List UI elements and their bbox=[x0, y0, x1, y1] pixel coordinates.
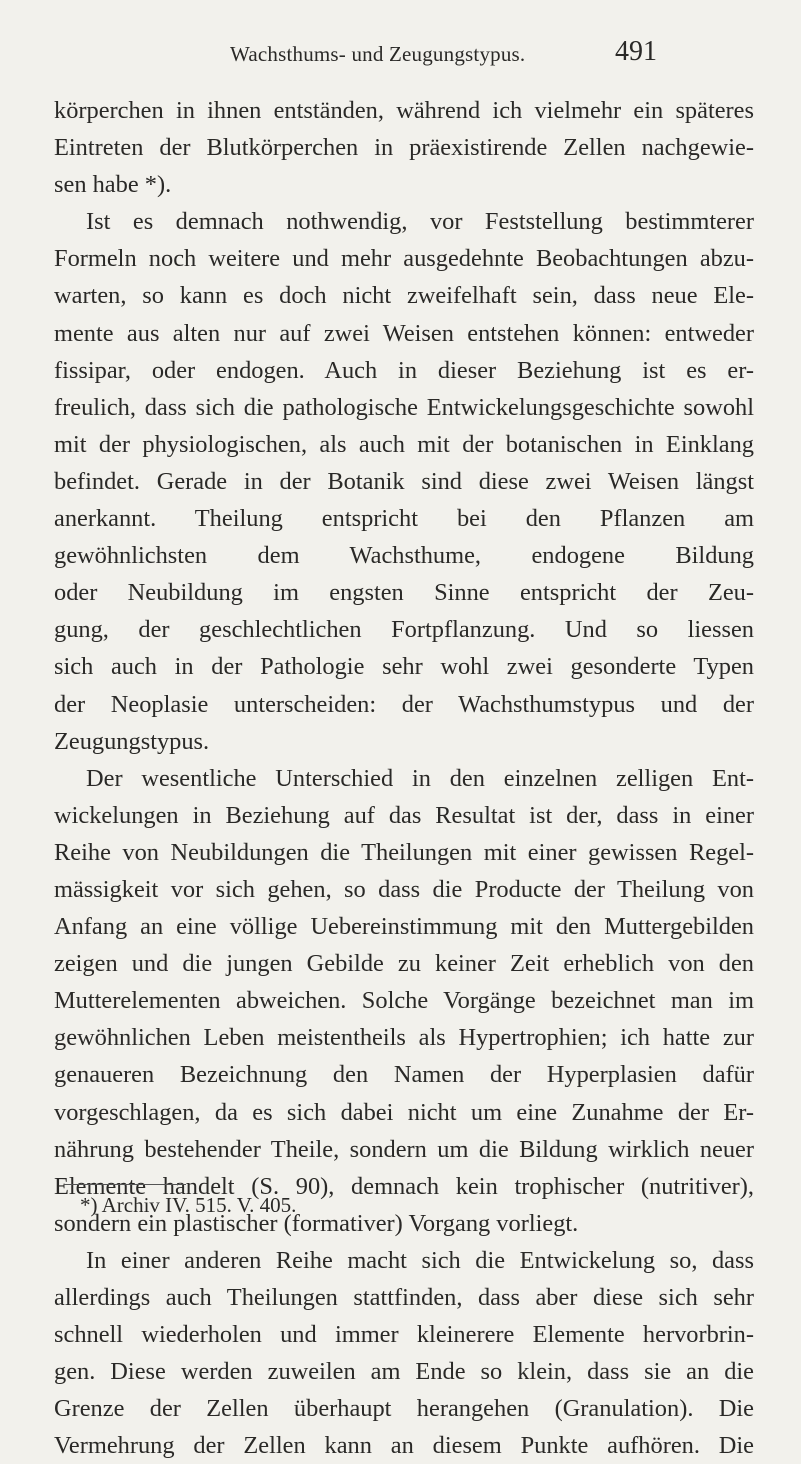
text-line: Reihe von Neubildungen die Theilungen mit einer gewissen Regel- bbox=[54, 838, 754, 866]
text-line: der Neoplasie unterscheiden: der Wachsthumstypus und der bbox=[54, 690, 754, 718]
text-line: Ist es demnach nothwendig, vor Feststellung bestimmterer bbox=[86, 208, 754, 236]
text-line: gung, der geschlechtlichen Fortpflanzung. Und so liessen bbox=[54, 616, 754, 644]
text-line: sondern ein plastischer (formativer) Vorgang vorliegt. bbox=[54, 1209, 579, 1237]
text-line: fissipar, oder endogen. Auch in dieser Beziehung ist es er- bbox=[54, 356, 754, 384]
text-line: schnell wiederholen und immer kleinerere Elemente hervorbrin- bbox=[54, 1321, 754, 1349]
text-line: vorgeschlagen, da es sich dabei nicht um eine Zunahme der Er- bbox=[54, 1098, 754, 1126]
text-line: Eintreten der Blutkörperchen in präexistirende Zellen nachgewie- bbox=[54, 134, 754, 162]
text-line: freulich, dass sich die pathologische Entwickelungsgeschichte sowohl bbox=[54, 393, 754, 421]
footnote-rule bbox=[64, 1184, 186, 1185]
footnote: *) Archiv IV. 515. V. 405. bbox=[80, 1193, 297, 1217]
text-line: Formeln noch weitere und mehr ausgedehnte Beobachtungen abzu- bbox=[54, 245, 754, 273]
text-line: warten, so kann es doch nicht zweifelhaft sein, dass neue Ele- bbox=[54, 282, 754, 310]
text-line: wickelungen in Beziehung auf das Resultat ist der, dass in einer bbox=[54, 801, 754, 829]
text-line: Der wesentliche Unterschied in den einzelnen zelligen Ent- bbox=[86, 764, 754, 792]
text-line: gen. Diese werden zuweilen am Ende so klein, dass sie an die bbox=[54, 1358, 754, 1386]
text-line: gewöhnlichen Leben meistentheils als Hypertrophien; ich hatte zur bbox=[54, 1024, 754, 1052]
text-line: oder Neubildung im engsten Sinne entspricht der Zeu- bbox=[54, 579, 754, 607]
body-text bbox=[54, 92, 754, 1464]
text-line: körperchen in ihnen entständen, während ich vielmehr ein späteres bbox=[54, 97, 754, 124]
page-header bbox=[0, 36, 801, 76]
text-line: Elemente handelt (S. 90), demnach kein trophischer (nutritiver), bbox=[54, 1172, 754, 1200]
text-line: Grenze der Zellen überhaupt herangehen (Granulation). Die bbox=[54, 1395, 754, 1423]
text-line: Vermehrung der Zellen kann an diesem Punkte aufhören. Die bbox=[54, 1432, 754, 1460]
page-number: 491 bbox=[615, 36, 657, 67]
text-line: In einer anderen Reihe macht sich die Entwickelung so, dass bbox=[86, 1246, 754, 1274]
text-line: zeigen und die jungen Gebilde zu keiner Zeit erheblich von den bbox=[54, 950, 754, 978]
text-line: Zeugungstypus. bbox=[54, 727, 210, 755]
text-line: mente aus alten nur auf zwei Weisen entstehen können: entweder bbox=[54, 319, 754, 347]
text-line: mässigkeit vor sich gehen, so dass die Producte der Theilung von bbox=[54, 875, 754, 903]
running-head: Wachsthums- und Zeugungstypus. bbox=[230, 42, 526, 66]
text-line: genaueren Bezeichnung den Namen der Hyperplasien dafür bbox=[54, 1061, 754, 1089]
text-line: allerdings auch Theilungen stattfinden, dass aber diese sich sehr bbox=[54, 1284, 754, 1311]
text-line: mit der physiologischen, als auch mit der botanischen in Einklang bbox=[54, 430, 754, 458]
text-line: Mutterelementen abweichen. Solche Vorgänge bezeichnet man im bbox=[54, 987, 754, 1015]
text-line: befindet. Gerade in der Botanik sind diese zwei Weisen längst bbox=[54, 467, 754, 495]
text-line: sich auch in der Pathologie sehr wohl zwei gesonderte Typen bbox=[54, 653, 754, 681]
text-line: Anfang an eine völlige Uebereinstimmung mit den Muttergebilden bbox=[54, 913, 754, 941]
text-line: anerkannt. Theilung entspricht bei den Pflanzen am bbox=[54, 505, 754, 533]
text-line: sen habe *). bbox=[54, 171, 172, 199]
text-line: gewöhnlichsten dem Wachsthume, endogene Bildung bbox=[54, 542, 754, 570]
text-line: nährung bestehender Theile, sondern um die Bildung wirklich neuer bbox=[54, 1135, 754, 1163]
